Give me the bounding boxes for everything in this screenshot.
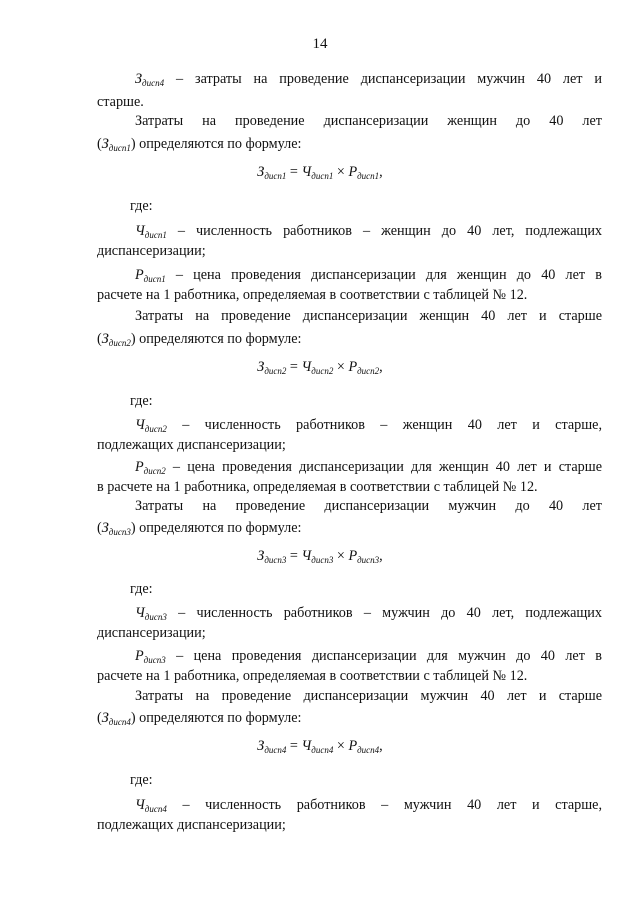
where-label: где: xyxy=(130,198,153,214)
paragraph-chdisp1-definition-end: диспансеризации; xyxy=(97,243,206,259)
where-label: где: xyxy=(130,772,153,788)
paragraph-pdisp1-definition-end: расчете на 1 работника, определяемая в соответствии с таблицей № 12. xyxy=(97,287,528,303)
paragraph-zdisp2-intro-end: $(З_{дисп2})$ определяются по формуле: xyxy=(97,331,302,348)
paragraph-zdisp4-definition-end: старше. xyxy=(97,94,144,110)
where-label: где: xyxy=(130,581,153,597)
formula-zdisp4: $З_{дисп4} = Ч_{дисп4} \times Р_{дисп4}$, xyxy=(257,738,383,755)
paragraph-zdisp4-intro: Затраты на проведение диспансеризации мужчин 40 лет и старше xyxy=(135,688,602,704)
paragraph-zdisp1-intro-end: $(З_{дисп1})$ определяются по формуле: xyxy=(97,136,302,153)
paragraph-chdisp2-definition: $Ч_{дисп2}$ – численность работников – женщин 40 лет и старше, xyxy=(135,417,603,434)
where-label: где: xyxy=(130,393,153,409)
paragraph-chdisp4-definition: $Ч_{дисп4}$ – численность работников – мужчин 40 лет и старше, xyxy=(135,797,602,814)
page-number: 14 xyxy=(312,36,328,52)
paragraph-zdisp1-intro: Затраты на проведение диспансеризации женщин до 40 лет xyxy=(135,113,602,129)
paragraph-chdisp1-definition: $Ч_{дисп1}$ – численность работников – женщин до 40 лет, подлежащих xyxy=(135,223,603,240)
paragraph-zdisp3-intro: Затраты на проведение диспансеризации мужчин до 40 лет xyxy=(135,498,602,514)
paragraph-pdisp3-definition: $Р_{дисп3}$ – цена проведения диспансеризации для мужчин до 40 лет в xyxy=(135,648,602,665)
paragraph-chdisp3-definition-end: диспансеризации; xyxy=(97,625,206,641)
paragraph-zdisp4-intro-end: $(З_{дисп4})$ определяются по формуле: xyxy=(97,710,302,727)
paragraph-chdisp3-definition: $Ч_{дисп3}$ – численность работников – мужчин до 40 лет, подлежащих xyxy=(135,605,602,622)
paragraph-chdisp2-definition-end: подлежащих диспансеризации; xyxy=(97,437,286,453)
formula-zdisp1: $З_{дисп1} = Ч_{дисп1} \times Р_{дисп1}$, xyxy=(257,164,383,181)
paragraph-zdisp2-intro: Затраты на проведение диспансеризации женщин 40 лет и старше xyxy=(135,308,602,324)
paragraph-pdisp1-definition: $Р_{дисп1}$ – цена проведения диспансеризации для женщин до 40 лет в xyxy=(135,267,602,284)
formula-zdisp3: $З_{дисп3} = Ч_{дисп3} \times Р_{дисп3}$, xyxy=(257,548,383,565)
paragraph-zdisp3-intro-end: $(З_{дисп3})$ определяются по формуле: xyxy=(97,520,302,537)
formula-zdisp2: $З_{дисп2} = Ч_{дисп2} \times Р_{дисп2}$, xyxy=(257,359,383,376)
paragraph-zdisp4-definition: $З_{дисп4}$ – затраты на проведение диспансеризации мужчин 40 лет и xyxy=(135,71,602,88)
paragraph-pdisp2-definition: $Р_{дисп2}$ – цена проведения диспансеризации для женщин 40 лет и старше xyxy=(135,459,602,476)
paragraph-pdisp2-definition-end: в расчете на 1 работника, определяемая в соответствии с таблицей № 12. xyxy=(97,479,538,495)
paragraph-chdisp4-definition-end: подлежащих диспансеризации; xyxy=(97,817,286,833)
paragraph-pdisp3-definition-end: расчете на 1 работника, определяемая в соответствии с таблицей № 12. xyxy=(97,668,528,684)
